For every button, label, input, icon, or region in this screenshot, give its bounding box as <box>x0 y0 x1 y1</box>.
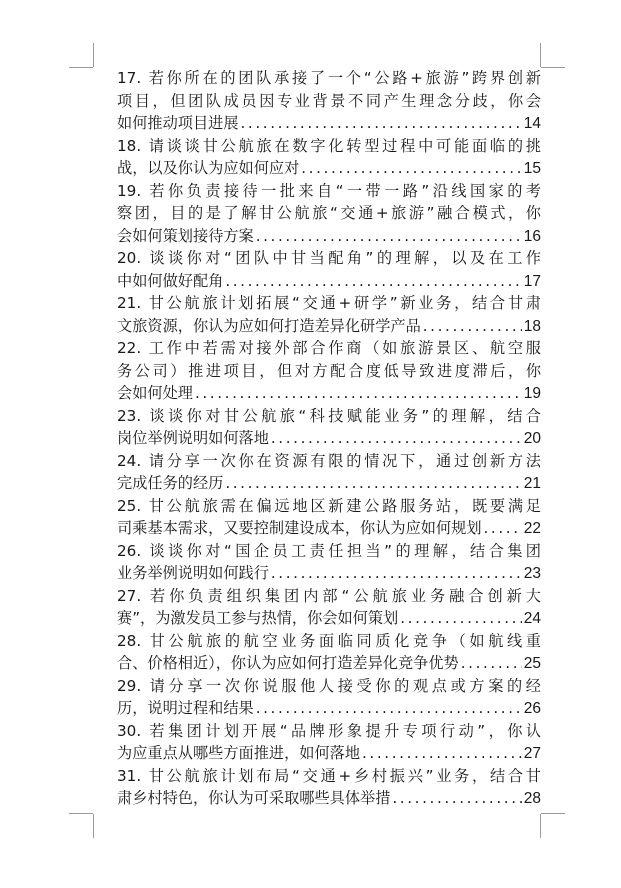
page-number: 27 <box>523 745 541 762</box>
toc-entry-text: 会如何处理 <box>117 384 193 402</box>
toc-entry[interactable] <box>117 585 541 630</box>
toc-entry[interactable] <box>117 765 541 810</box>
crop-mark-top-left-horizontal <box>69 67 93 68</box>
crop-mark-bottom-right-vertical <box>540 814 541 838</box>
page-number: 28 <box>523 790 541 807</box>
toc-entry[interactable] <box>117 337 541 405</box>
crop-mark-top-right-horizontal <box>541 67 565 68</box>
toc-entry-text: 27. 若你负责组织集团内部“公航旅业务融合创新大 <box>117 586 541 605</box>
dot-leader <box>269 427 522 450</box>
toc-entry-text: 岗位举例说明如何落地 <box>117 429 269 447</box>
dot-leader <box>390 787 521 810</box>
toc-entry[interactable] <box>117 67 541 135</box>
toc-entry-text: 务公司）推进项目，但对方配合度低导致进度滞后，你 <box>117 361 541 380</box>
toc-entry-text: 25. 甘公航旅需在偏远地区新建公路服务站，既要满足 <box>117 496 541 515</box>
toc-entry[interactable] <box>117 180 541 248</box>
toc-entry-text: 战，以及你认为应如何应对 <box>117 159 300 177</box>
toc-entry-text: 为应重点从哪些方面推进，如何落地 <box>117 744 360 762</box>
toc-entry-line <box>117 337 541 360</box>
toc-entry-line <box>117 360 541 383</box>
toc-entry-text: 会如何策划接待方案 <box>117 226 254 245</box>
page-number: 24 <box>523 610 541 627</box>
toc-entry-text: 20. 谈谈你对“团队中甘当配角”的理解，以及在工作 <box>117 249 541 267</box>
toc-entry-text: 18. 请谈谈甘公航旅在数字化转型过程中可能面临的挑 <box>117 136 541 155</box>
crop-mark-bottom-left-vertical <box>93 814 94 838</box>
crop-mark-bottom-left-horizontal <box>69 813 93 814</box>
dot-leader <box>482 517 522 540</box>
toc-entry-text: 赛”，为激发员工参与热情，你会如何策划 <box>117 609 399 627</box>
page-number: 25 <box>523 655 541 672</box>
toc-entry-line <box>117 765 541 788</box>
toc-entry-text: 完成任务的经历 <box>117 474 224 492</box>
toc-entry-line <box>117 720 541 743</box>
toc-entry[interactable] <box>117 720 541 765</box>
toc-entry-last-line <box>117 157 541 180</box>
page-number: 18 <box>523 317 541 335</box>
toc-entry-text: 19. 若你负责接待一批来自“一带一路”沿线国家的考 <box>117 181 541 200</box>
toc-entry-last-line <box>117 315 541 338</box>
crop-mark-top-right-vertical <box>540 43 541 67</box>
dot-leader <box>299 157 522 180</box>
page-number: 15 <box>523 160 541 177</box>
toc-entry[interactable] <box>117 495 541 540</box>
dot-leader <box>398 607 522 630</box>
toc-entry-text: 24. 请分享一次你在资源有限的情况下，通过创新方法 <box>117 451 541 470</box>
toc-entry-line <box>117 585 541 608</box>
dot-leader <box>254 697 522 720</box>
toc-entry-line <box>117 202 541 225</box>
toc-entry-line <box>117 67 541 90</box>
toc-entry-line <box>117 135 541 158</box>
toc-entry-line <box>117 247 541 270</box>
toc-entry-last-line <box>117 562 541 585</box>
toc-entry[interactable] <box>117 135 541 180</box>
toc-entry-last-line <box>117 472 541 495</box>
toc-entry-text: 28. 甘公航旅的航空业务面临同质化竞争（如航线重 <box>117 631 541 650</box>
table-of-contents <box>117 67 541 810</box>
toc-entry-last-line <box>117 112 541 135</box>
toc-entry-line <box>117 675 541 698</box>
toc-entry-last-line <box>117 742 541 765</box>
page-number: 20 <box>523 430 541 447</box>
dot-leader <box>269 562 522 585</box>
toc-entry-line <box>117 540 541 563</box>
toc-entry-text: 23. 谈谈你对甘公航旅“科技赋能业务”的理解，结合 <box>117 406 541 425</box>
toc-entry-last-line <box>117 517 541 540</box>
toc-entry-text: 中如何做好配角 <box>117 271 224 290</box>
dot-leader <box>360 742 522 765</box>
toc-entry-text: 业务举例说明如何践行 <box>117 564 269 582</box>
toc-entry-text: 如何推动项目进展 <box>117 114 239 132</box>
toc-entry-last-line <box>117 270 541 293</box>
toc-entry-text: 17. 若你所在的团队承接了一个“公路+旅游”跨界创新 <box>117 69 541 87</box>
dot-leader <box>223 270 521 293</box>
toc-entry-last-line <box>117 607 541 630</box>
toc-entry[interactable] <box>117 247 541 292</box>
toc-entry-line <box>117 90 541 113</box>
toc-entry-text: 历，说明过程和结果 <box>117 699 254 717</box>
page-number: 23 <box>523 565 541 582</box>
toc-entry-line <box>117 630 541 653</box>
toc-entry-text: 31. 甘公航旅计划布局“交通+乡村振兴”业务，结合甘 <box>117 766 541 785</box>
toc-entry-text: 21. 甘公航旅计划拓展“交通+研学”新业务，结合甘肃 <box>117 294 541 312</box>
toc-entry-line <box>117 450 541 473</box>
crop-mark-top-left-vertical <box>93 43 94 67</box>
dot-leader <box>239 112 522 135</box>
toc-entry-text: 22. 工作中若需对接外部合作商（如旅游景区、航空服 <box>117 339 541 357</box>
page-number: 17 <box>523 272 541 290</box>
toc-entry-last-line <box>117 787 541 810</box>
dot-leader <box>459 652 522 675</box>
dot-leader <box>254 225 522 248</box>
toc-entry-last-line <box>117 652 541 675</box>
page-number: 22 <box>523 520 541 537</box>
toc-entry[interactable] <box>117 292 541 337</box>
toc-entry[interactable] <box>117 630 541 675</box>
toc-entry-text: 30. 若集团计划开展“品牌形象提升专项行动”，你认 <box>117 721 541 740</box>
toc-entry-text: 29. 请分享一次你说服他人接受你的观点或方案的经 <box>117 676 541 695</box>
toc-entry-text: 项目，但团队成员因专业背景不同产生理念分歧，你会 <box>117 91 541 110</box>
toc-entry-text: 文旅资源，你认为应如何打造差异化研学产品 <box>117 316 421 335</box>
toc-entry-text: 合、价格相近），你认为应如何打造差异化竞争优势 <box>117 654 459 672</box>
toc-entry-line <box>117 495 541 518</box>
page-number: 19 <box>523 385 541 402</box>
toc-entry-last-line <box>117 382 541 405</box>
dot-leader <box>421 315 522 338</box>
page-number: 21 <box>523 475 541 492</box>
toc-entry-text: 司乘基本需求，又要控制建设成本，你认为应如何规划 <box>117 519 482 537</box>
toc-entry[interactable] <box>117 405 541 450</box>
crop-mark-bottom-right-horizontal <box>541 813 565 814</box>
dot-leader <box>223 472 521 495</box>
toc-entry[interactable] <box>117 675 541 720</box>
toc-entry-line <box>117 292 541 315</box>
toc-entry-text: 26. 谈谈你对“国企员工责任担当”的理解，结合集团 <box>117 541 541 560</box>
toc-entry-last-line <box>117 225 541 248</box>
toc-entry-line <box>117 405 541 428</box>
toc-entry-text: 肃乡村特色，你认为可采取哪些具体举措 <box>117 789 391 807</box>
toc-entry[interactable] <box>117 540 541 585</box>
page-number: 14 <box>523 115 541 132</box>
page-number: 16 <box>523 227 541 245</box>
dot-leader <box>193 382 522 405</box>
toc-entry-last-line <box>117 697 541 720</box>
toc-entry-last-line <box>117 427 541 450</box>
toc-entry-line <box>117 180 541 203</box>
toc-entry[interactable] <box>117 450 541 495</box>
toc-entry-text: 察团，目的是了解甘公航旅“交通+旅游”融合模式，你 <box>117 204 541 222</box>
page-number: 26 <box>523 700 541 717</box>
